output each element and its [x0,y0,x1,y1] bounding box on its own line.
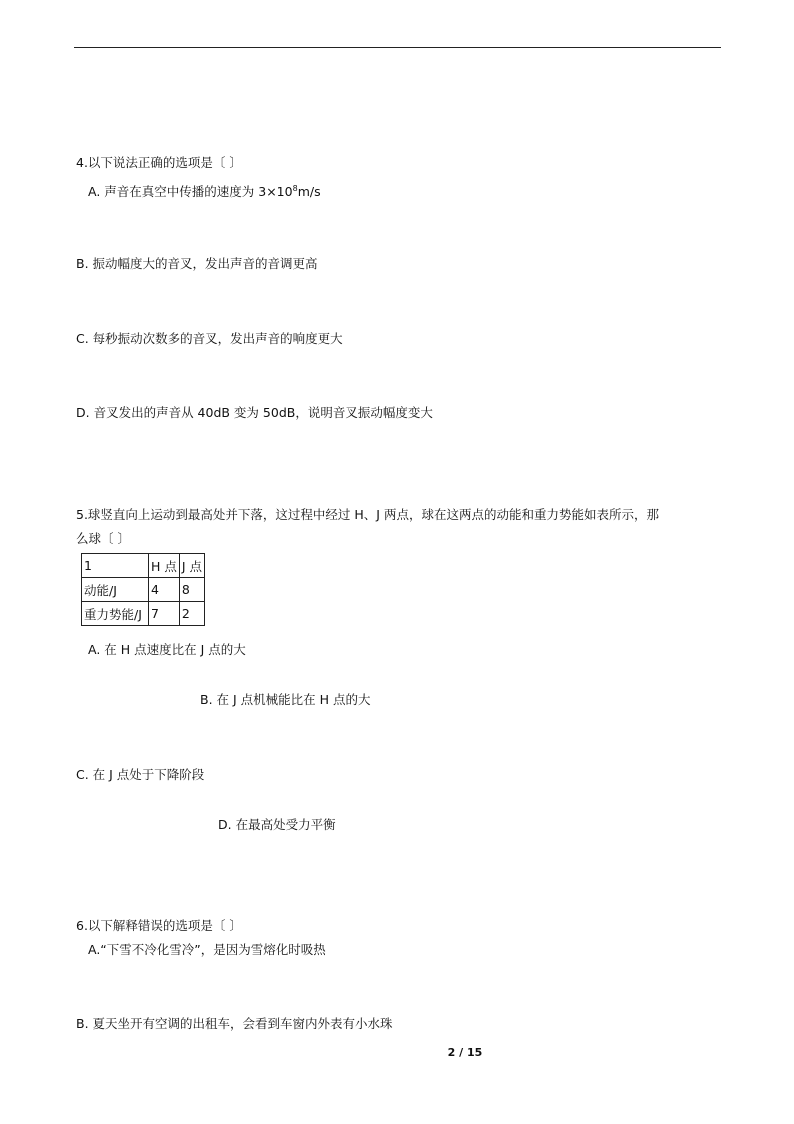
q4-option-a-exponent: 8 [292,183,298,193]
q5-option-c: C. 在 J 点处于下降阶段 [76,767,205,782]
q6-option-b: B. 夏天坐开有空调的出租车，会看到车窗内外表有小水珠 [76,1016,393,1031]
table-cell: 4 [149,578,180,602]
table-cell: 2 [179,602,204,626]
q5-stem-line2: 么球〔 〕 [76,531,130,546]
table-cell: 动能/J [82,578,149,602]
energy-table [81,553,205,626]
header-rule [74,47,721,48]
table-cell: J 点 [179,554,204,578]
table-row [82,578,205,602]
table-cell: H 点 [149,554,180,578]
table-cell: 7 [149,602,180,626]
q4-option-d: D. 音叉发出的声音从 40dB 变为 50dB，说明音叉振动幅度变大 [76,405,433,420]
q4-option-a-text: A. 声音在真空中传播的速度为 3×10 [88,184,293,199]
q4-option-a [88,184,321,200]
q6-option-a: A.“下雪不冷化雪冷”，是因为雪熔化时吸热 [88,942,326,957]
q4-option-c: C. 每秒振动次数多的音叉，发出声音的响度更大 [76,331,343,346]
q4-option-b: B. 振动幅度大的音叉，发出声音的音调更高 [76,256,318,271]
q5-option-a: A. 在 H 点速度比在 J 点的大 [88,642,246,657]
q5-option-b: B. 在 J 点机械能比在 H 点的大 [200,692,371,707]
table-cell: 1 [82,554,149,578]
q4-option-a-unit: m/s [297,184,321,199]
table-row [82,602,205,626]
q5-option-d: D. 在最高处受力平衡 [218,817,336,832]
q5-stem-line1: 5.球竖直向上运动到最高处并下落，这过程中经过 H、J 两点，球在这两点的动能和重力势能如表所示，那 [76,507,659,522]
table-cell: 8 [179,578,204,602]
table-header-row [82,554,205,578]
q6-stem: 6.以下解释错误的选项是〔 〕 [76,918,242,933]
page-number: 2 / 15 [447,1046,483,1059]
table-cell: 重力势能/J [82,602,149,626]
q4-stem: 4.以下说法正确的选项是〔 〕 [76,155,242,170]
